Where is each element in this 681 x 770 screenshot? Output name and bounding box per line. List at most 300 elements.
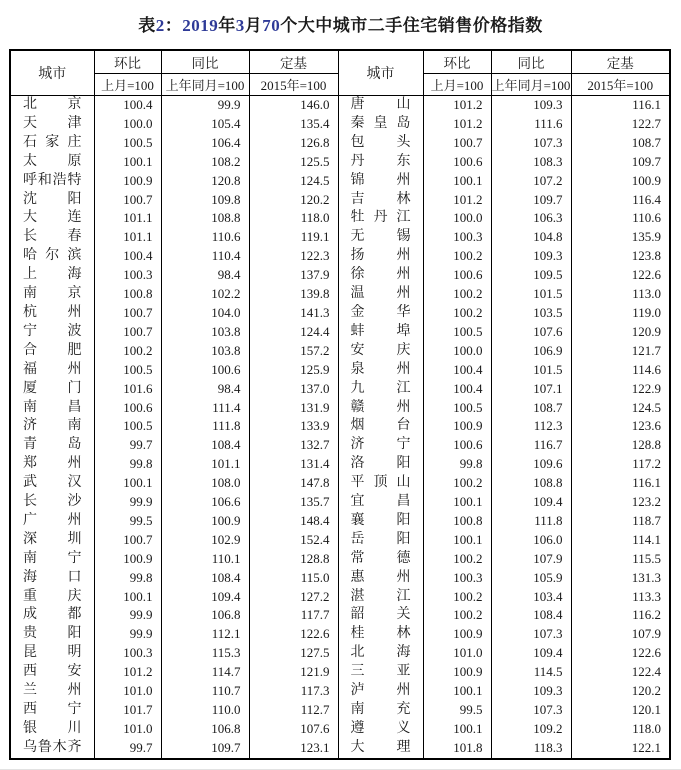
city-name-text: 温 州 <box>350 286 411 302</box>
index-base: 147.8 <box>249 474 338 493</box>
index-mom: 100.1 <box>94 153 161 172</box>
table-row <box>10 588 670 607</box>
header-base-right: 定基 <box>571 50 670 74</box>
subheader-yoy-left: 上年同月=100 <box>161 74 249 96</box>
index-yoy: 111.8 <box>491 512 571 531</box>
city-name <box>10 209 94 228</box>
city-name-text: 成 都 <box>23 607 82 623</box>
index-yoy: 109.6 <box>491 455 571 474</box>
city-name-text: 海 口 <box>23 569 82 585</box>
header-base-left: 定基 <box>249 50 338 74</box>
city-name <box>10 361 94 380</box>
city-name <box>10 720 94 739</box>
city-name <box>10 247 94 266</box>
index-yoy: 110.7 <box>161 682 249 701</box>
index-yoy: 101.5 <box>491 361 571 380</box>
index-mom: 100.1 <box>94 588 161 607</box>
index-yoy: 120.8 <box>161 172 249 191</box>
index-base: 122.4 <box>571 663 670 682</box>
index-base: 114.6 <box>571 361 670 380</box>
table-row <box>10 115 670 134</box>
index-yoy: 99.9 <box>161 96 249 115</box>
index-base: 123.2 <box>571 493 670 512</box>
index-base: 131.9 <box>249 399 338 418</box>
table-row <box>10 209 670 228</box>
table-row <box>10 417 670 436</box>
table-row <box>10 153 670 172</box>
index-yoy: 112.1 <box>161 625 249 644</box>
index-yoy: 107.3 <box>491 625 571 644</box>
index-yoy: 109.5 <box>491 266 571 285</box>
index-yoy: 107.3 <box>491 701 571 720</box>
index-base: 152.4 <box>249 531 338 550</box>
index-mom: 100.5 <box>94 134 161 153</box>
city-name <box>338 285 423 304</box>
city-name <box>338 304 423 323</box>
index-base: 121.9 <box>249 663 338 682</box>
index-base: 122.3 <box>249 247 338 266</box>
index-base: 132.7 <box>249 436 338 455</box>
city-name <box>10 417 94 436</box>
index-yoy: 111.8 <box>161 417 249 436</box>
table-row <box>10 531 670 550</box>
index-mom: 100.1 <box>423 531 491 550</box>
index-base: 126.8 <box>249 134 338 153</box>
index-mom: 99.7 <box>94 739 161 759</box>
index-mom: 100.1 <box>94 474 161 493</box>
index-yoy: 107.3 <box>491 134 571 153</box>
index-base: 118.0 <box>249 209 338 228</box>
index-base: 116.4 <box>571 191 670 210</box>
city-name <box>10 191 94 210</box>
city-name-text: 洛 阳 <box>350 456 411 472</box>
city-name-text: 杭 州 <box>23 304 82 320</box>
city-name-text: 宁 波 <box>23 323 82 339</box>
index-mom: 100.9 <box>94 172 161 191</box>
index-yoy: 106.6 <box>161 493 249 512</box>
city-name-text: 福 州 <box>23 361 82 377</box>
index-mom: 100.9 <box>423 663 491 682</box>
index-mom: 100.2 <box>423 588 491 607</box>
index-mom: 101.2 <box>423 191 491 210</box>
city-name <box>10 436 94 455</box>
index-base: 120.2 <box>571 682 670 701</box>
city-name-text: 上 海 <box>23 267 82 283</box>
table-row <box>10 172 670 191</box>
index-yoy: 115.3 <box>161 644 249 663</box>
table-row <box>10 606 670 625</box>
index-base: 141.3 <box>249 304 338 323</box>
index-mom: 101.6 <box>94 380 161 399</box>
index-base: 122.1 <box>571 739 670 759</box>
city-name <box>338 172 423 191</box>
table-row <box>10 720 670 739</box>
city-name <box>338 417 423 436</box>
city-name <box>338 474 423 493</box>
city-name-text: 南 京 <box>23 286 82 302</box>
city-name-text: 平 顶 山 <box>350 475 411 491</box>
index-yoy: 103.4 <box>491 588 571 607</box>
index-yoy: 108.4 <box>161 569 249 588</box>
table-row <box>10 96 670 115</box>
index-mom: 100.1 <box>423 682 491 701</box>
index-yoy: 108.4 <box>161 436 249 455</box>
city-name-text: 泸 州 <box>350 683 411 699</box>
table-row <box>10 228 670 247</box>
table-row <box>10 323 670 342</box>
index-mom: 100.9 <box>423 625 491 644</box>
city-name-text: 惠 州 <box>350 569 411 585</box>
index-yoy: 109.3 <box>491 682 571 701</box>
city-name-text: 唐 山 <box>350 97 411 112</box>
city-name <box>10 588 94 607</box>
table-header <box>10 50 670 96</box>
index-base: 122.6 <box>249 625 338 644</box>
index-yoy: 103.5 <box>491 304 571 323</box>
subheader-base-right: 2015年=100 <box>571 74 670 96</box>
index-yoy: 109.3 <box>491 247 571 266</box>
city-name-text: 徐 州 <box>350 267 411 283</box>
table-row <box>10 191 670 210</box>
table-row <box>10 644 670 663</box>
index-base: 127.2 <box>249 588 338 607</box>
city-name-text: 西 宁 <box>23 702 82 717</box>
city-name <box>338 493 423 512</box>
city-name <box>338 569 423 588</box>
city-name <box>10 701 94 720</box>
index-base: 135.4 <box>249 115 338 134</box>
header-yoy-left: 同比 <box>161 50 249 74</box>
index-mom: 100.0 <box>423 209 491 228</box>
city-name-text: 济 宁 <box>350 437 411 453</box>
city-name <box>10 663 94 682</box>
index-yoy: 105.9 <box>491 569 571 588</box>
index-yoy: 108.3 <box>491 153 571 172</box>
city-name <box>10 115 94 134</box>
city-name <box>338 228 423 247</box>
index-yoy: 109.2 <box>491 720 571 739</box>
index-base: 123.8 <box>571 247 670 266</box>
index-mom: 100.2 <box>423 247 491 266</box>
city-name <box>338 323 423 342</box>
index-mom: 100.9 <box>423 417 491 436</box>
city-name <box>10 550 94 569</box>
subheader-mom-right: 上月=100 <box>423 74 491 96</box>
city-name-text: 郑 州 <box>23 456 82 472</box>
city-name-text: 遵 义 <box>350 720 411 736</box>
city-name-text: 西 安 <box>23 664 82 680</box>
index-mom: 100.6 <box>423 436 491 455</box>
table-row <box>10 682 670 701</box>
index-base: 110.6 <box>571 209 670 228</box>
index-base: 118.0 <box>571 720 670 739</box>
index-yoy: 109.7 <box>161 739 249 759</box>
index-yoy: 98.4 <box>161 380 249 399</box>
index-yoy: 105.4 <box>161 115 249 134</box>
city-name <box>10 493 94 512</box>
index-base: 113.0 <box>571 285 670 304</box>
city-name <box>338 436 423 455</box>
index-yoy: 109.4 <box>491 493 571 512</box>
city-name-text: 大 理 <box>350 739 411 755</box>
index-mom: 99.7 <box>94 436 161 455</box>
index-mom: 101.0 <box>94 682 161 701</box>
index-base: 118.7 <box>571 512 670 531</box>
index-mom: 100.3 <box>94 266 161 285</box>
index-base: 117.3 <box>249 682 338 701</box>
index-mom: 100.6 <box>423 266 491 285</box>
index-mom: 99.9 <box>94 606 161 625</box>
index-mom: 101.1 <box>94 209 161 228</box>
table-row <box>10 285 670 304</box>
index-base: 115.5 <box>571 550 670 569</box>
city-name <box>338 720 423 739</box>
index-yoy: 107.6 <box>491 323 571 342</box>
city-name <box>10 228 94 247</box>
index-mom: 99.9 <box>94 493 161 512</box>
index-yoy: 114.5 <box>491 663 571 682</box>
index-base: 120.9 <box>571 323 670 342</box>
city-name <box>10 323 94 342</box>
index-base: 120.1 <box>571 701 670 720</box>
index-mom: 101.0 <box>423 644 491 663</box>
index-base: 122.6 <box>571 266 670 285</box>
index-yoy: 107.9 <box>491 550 571 569</box>
index-mom: 100.1 <box>423 172 491 191</box>
city-name-text: 包 头 <box>350 134 411 150</box>
city-name-text: 深 圳 <box>23 531 82 547</box>
index-base: 127.5 <box>249 644 338 663</box>
index-base: 133.9 <box>249 417 338 436</box>
city-name-text: 锦 州 <box>350 172 411 188</box>
city-name <box>10 682 94 701</box>
index-yoy: 103.8 <box>161 342 249 361</box>
table-row <box>10 493 670 512</box>
index-mom: 101.2 <box>423 115 491 134</box>
index-yoy: 106.4 <box>161 134 249 153</box>
index-base: 137.0 <box>249 380 338 399</box>
city-name <box>10 606 94 625</box>
city-name <box>10 512 94 531</box>
index-base: 107.6 <box>249 720 338 739</box>
table-row <box>10 361 670 380</box>
city-name <box>10 569 94 588</box>
city-name-text: 乌 鲁 木 齐 <box>23 739 82 755</box>
index-yoy: 110.4 <box>161 247 249 266</box>
index-mom: 100.6 <box>94 399 161 418</box>
city-name-text: 银 川 <box>23 720 82 736</box>
table-row <box>10 701 670 720</box>
index-base: 137.9 <box>249 266 338 285</box>
index-base: 124.5 <box>571 399 670 418</box>
index-base: 125.5 <box>249 153 338 172</box>
index-base: 113.3 <box>571 588 670 607</box>
index-base: 116.2 <box>571 606 670 625</box>
index-yoy: 114.7 <box>161 663 249 682</box>
table-row <box>10 399 670 418</box>
city-name-text: 常 德 <box>350 550 411 566</box>
index-yoy: 100.6 <box>161 361 249 380</box>
index-yoy: 111.6 <box>491 115 571 134</box>
index-base: 139.8 <box>249 285 338 304</box>
city-name <box>10 739 94 759</box>
city-name-text: 赣 州 <box>350 399 411 415</box>
city-name-text: 吉 林 <box>350 191 411 207</box>
index-mom: 99.8 <box>94 455 161 474</box>
index-yoy: 104.0 <box>161 304 249 323</box>
index-mom: 100.0 <box>94 115 161 134</box>
city-name-text: 泉 州 <box>350 361 411 377</box>
city-name-text: 重 庆 <box>23 588 82 604</box>
city-name <box>338 550 423 569</box>
city-name <box>338 399 423 418</box>
index-base: 135.9 <box>571 228 670 247</box>
index-yoy: 102.9 <box>161 531 249 550</box>
city-name <box>10 399 94 418</box>
index-mom: 100.7 <box>94 191 161 210</box>
index-mom: 100.1 <box>423 720 491 739</box>
city-name-text: 韶 关 <box>350 607 411 623</box>
table-row <box>10 625 670 644</box>
city-name <box>338 266 423 285</box>
index-yoy: 109.4 <box>491 644 571 663</box>
index-base: 116.1 <box>571 96 670 115</box>
city-name-text: 长 春 <box>23 229 82 245</box>
city-name-text: 北 京 <box>23 97 82 112</box>
index-yoy: 101.1 <box>161 455 249 474</box>
index-base: 112.7 <box>249 701 338 720</box>
table-row <box>10 380 670 399</box>
header-city-left: 城市 <box>10 50 94 96</box>
index-yoy: 100.9 <box>161 512 249 531</box>
table-row <box>10 247 670 266</box>
index-mom: 100.4 <box>423 380 491 399</box>
index-mom: 100.7 <box>94 304 161 323</box>
city-name-text: 广 州 <box>23 512 82 528</box>
city-name <box>338 663 423 682</box>
page-title: 表2：2019年3月70个大中城市二手住宅销售价格指数 <box>138 16 543 35</box>
index-yoy: 108.0 <box>161 474 249 493</box>
header-yoy-right: 同比 <box>491 50 571 74</box>
index-yoy: 106.0 <box>491 531 571 550</box>
index-mom: 101.2 <box>423 96 491 115</box>
city-name <box>338 380 423 399</box>
index-mom: 99.9 <box>94 625 161 644</box>
index-yoy: 109.4 <box>161 588 249 607</box>
index-base: 120.2 <box>249 191 338 210</box>
index-mom: 100.2 <box>423 550 491 569</box>
table-body <box>10 96 670 759</box>
city-name <box>10 153 94 172</box>
city-name <box>338 455 423 474</box>
index-base: 124.5 <box>249 172 338 191</box>
index-mom: 100.8 <box>94 285 161 304</box>
index-base: 114.1 <box>571 531 670 550</box>
index-mom: 100.2 <box>423 606 491 625</box>
city-name-text: 岳 阳 <box>350 531 411 547</box>
index-mom: 100.1 <box>423 493 491 512</box>
index-yoy: 104.8 <box>491 228 571 247</box>
table-row <box>10 304 670 323</box>
city-name <box>10 96 94 115</box>
index-base: 117.7 <box>249 606 338 625</box>
city-name-text: 天 津 <box>23 115 82 131</box>
city-name-text: 九 江 <box>350 380 411 396</box>
index-mom: 99.5 <box>423 701 491 720</box>
index-yoy: 108.8 <box>161 209 249 228</box>
index-base: 122.6 <box>571 644 670 663</box>
index-yoy: 109.3 <box>491 96 571 115</box>
index-mom: 100.0 <box>423 342 491 361</box>
index-mom: 100.3 <box>94 644 161 663</box>
index-mom: 100.2 <box>423 474 491 493</box>
index-yoy: 108.8 <box>491 474 571 493</box>
index-yoy: 111.4 <box>161 399 249 418</box>
index-mom: 100.8 <box>423 512 491 531</box>
city-name-text: 无 锡 <box>350 229 411 245</box>
index-mom: 100.4 <box>94 247 161 266</box>
index-base: 157.2 <box>249 342 338 361</box>
index-mom: 100.7 <box>423 134 491 153</box>
city-name <box>10 531 94 550</box>
city-name <box>10 474 94 493</box>
table-row <box>10 739 670 759</box>
index-base: 128.8 <box>571 436 670 455</box>
city-name <box>338 247 423 266</box>
index-base: 135.7 <box>249 493 338 512</box>
index-yoy: 102.2 <box>161 285 249 304</box>
index-base: 107.9 <box>571 625 670 644</box>
city-name-text: 石 家 庄 <box>23 134 82 150</box>
index-mom: 100.2 <box>423 304 491 323</box>
index-yoy: 108.2 <box>161 153 249 172</box>
table-row <box>10 134 670 153</box>
city-name <box>338 512 423 531</box>
index-yoy: 116.7 <box>491 436 571 455</box>
index-base: 122.9 <box>571 380 670 399</box>
table-row <box>10 342 670 361</box>
city-name <box>338 625 423 644</box>
index-yoy: 110.6 <box>161 228 249 247</box>
city-name <box>338 191 423 210</box>
city-name-text: 宜 昌 <box>350 494 411 510</box>
index-base: 119.0 <box>571 304 670 323</box>
index-mom: 100.5 <box>94 417 161 436</box>
index-base: 125.9 <box>249 361 338 380</box>
city-name-text: 北 海 <box>350 645 411 661</box>
index-yoy: 106.3 <box>491 209 571 228</box>
index-base: 100.9 <box>571 172 670 191</box>
header-city-right: 城市 <box>338 50 423 96</box>
city-name-text: 丹 东 <box>350 153 411 169</box>
city-name-text: 合 肥 <box>23 342 82 358</box>
city-name <box>338 531 423 550</box>
city-name-text: 蚌 埠 <box>350 323 411 339</box>
table-row <box>10 436 670 455</box>
city-name <box>338 644 423 663</box>
index-base: 146.0 <box>249 96 338 115</box>
city-name-text: 大 连 <box>23 210 82 226</box>
index-base: 116.1 <box>571 474 670 493</box>
index-base: 122.7 <box>571 115 670 134</box>
index-mom: 100.5 <box>423 399 491 418</box>
index-mom: 100.5 <box>423 323 491 342</box>
city-name-text: 烟 台 <box>350 418 411 434</box>
city-name-text: 三 亚 <box>350 664 411 680</box>
index-base: 109.7 <box>571 153 670 172</box>
city-name-text: 南 昌 <box>23 399 82 415</box>
index-mom: 101.0 <box>94 720 161 739</box>
